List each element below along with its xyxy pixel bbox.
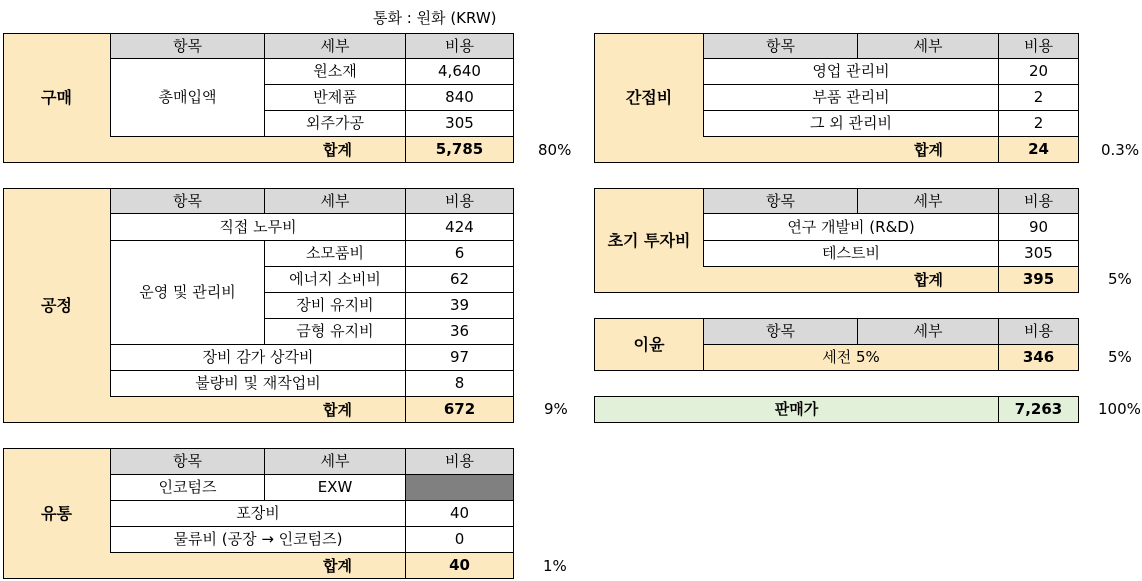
indirect-cost: 20 (998, 58, 1079, 85)
indirect-item: 영업 관리비 (703, 58, 999, 85)
profit-label: 이윤 (633, 334, 665, 354)
ops-group-label: 운영 및 관리비 (110, 240, 265, 345)
header-cost: 비용 (405, 33, 514, 59)
process-label: 공정 (41, 295, 72, 315)
header-cost: 비용 (405, 448, 514, 475)
profit-percent: 5% (1108, 348, 1132, 366)
initial-investment-total: 395 (998, 266, 1079, 293)
profit-cost: 346 (998, 344, 1079, 371)
ops-detail: 금형 유지비 (264, 318, 406, 345)
header-cost: 비용 (998, 318, 1079, 345)
indirect-total: 24 (998, 136, 1079, 163)
distribution-total-label: 합계 (323, 556, 352, 575)
header-cost: 비용 (405, 188, 514, 214)
defect-cost: 8 (405, 370, 514, 397)
header-item: 항목 (110, 448, 265, 475)
purchase-detail: 외주가공 (264, 110, 406, 137)
indirect-item: 그 외 관리비 (703, 110, 999, 137)
header-item: 항목 (703, 33, 858, 59)
initial-investment-label: 초기 투자비 (607, 230, 691, 250)
initial-investment-percent: 5% (1108, 270, 1132, 288)
logistics-item: 물류비 (공장 → 인코텀즈) (110, 526, 406, 553)
sale-price-value: 7,263 (998, 396, 1079, 423)
purchase-detail: 원소재 (264, 58, 406, 85)
sale-price-percent: 100% (1098, 400, 1141, 418)
test-cost: 305 (998, 240, 1079, 267)
ops-cost: 6 (405, 240, 514, 267)
header-item: 항목 (110, 33, 265, 59)
ops-detail: 에너지 소비비 (264, 266, 406, 293)
header-detail: 세부 (857, 188, 999, 214)
header-detail: 세부 (857, 33, 999, 59)
ops-detail: 장비 유지비 (264, 292, 406, 319)
purchase-cost: 4,640 (405, 58, 514, 85)
purchase-cost: 840 (405, 84, 514, 111)
ops-cost: 62 (405, 266, 514, 293)
initial-investment-total-label: 합계 (914, 270, 943, 289)
distribution-label: 유통 (41, 503, 72, 523)
incoterms-detail: EXW (264, 474, 406, 501)
purchase-total-label: 합계 (323, 140, 352, 159)
distribution-total: 40 (405, 552, 514, 579)
indirect-cost: 2 (998, 110, 1079, 137)
depreciation-item: 장비 감가 상각비 (110, 344, 406, 371)
ops-detail: 소모품비 (264, 240, 406, 267)
indirect-cost: 2 (998, 84, 1079, 111)
header-item: 항목 (110, 188, 265, 214)
purchase-cost: 305 (405, 110, 514, 137)
distribution-percent: 1% (543, 557, 567, 575)
purchase-detail: 반제품 (264, 84, 406, 111)
sale-price-label: 판매가 (594, 396, 999, 423)
profit-item: 세전 5% (703, 344, 999, 371)
purchase-total: 5,785 (405, 136, 514, 163)
process-percent: 9% (544, 400, 568, 418)
header-cost: 비용 (998, 188, 1079, 214)
header-detail: 세부 (857, 318, 999, 345)
header-detail: 세부 (264, 188, 406, 214)
purchase-percent: 80% (538, 141, 572, 159)
process-total: 672 (405, 396, 514, 423)
process-total-label: 합계 (323, 400, 352, 419)
indirect-total-label: 합계 (914, 140, 943, 159)
header-detail: 세부 (264, 448, 406, 475)
ops-cost: 39 (405, 292, 514, 319)
ops-cost: 36 (405, 318, 514, 345)
defect-item: 불량비 및 재작업비 (110, 370, 406, 397)
incoterms-cost (405, 474, 514, 501)
rnd-cost: 90 (998, 213, 1079, 241)
header-detail: 세부 (264, 33, 406, 59)
purchase-label: 구매 (41, 88, 72, 107)
header-item: 항목 (703, 318, 858, 345)
indirect-percent: 0.3% (1101, 141, 1140, 159)
rnd-item: 연구 개발비 (R&D) (703, 213, 999, 241)
purchase-item: 총매입액 (110, 58, 265, 137)
incoterms-item: 인코텀즈 (110, 474, 265, 501)
indirect-item: 부품 관리비 (703, 84, 999, 111)
header-cost: 비용 (998, 33, 1079, 59)
header-item: 항목 (703, 188, 858, 214)
packaging-item: 포장비 (110, 500, 406, 527)
packaging-cost: 40 (405, 500, 514, 527)
logistics-cost: 0 (405, 526, 514, 553)
currency-note: 통화 : 원화 (KRW) (373, 9, 497, 27)
direct-labor-cost: 424 (405, 213, 514, 241)
indirect-label: 간접비 (625, 88, 673, 107)
depreciation-cost: 97 (405, 344, 514, 371)
test-item: 테스트비 (703, 240, 999, 267)
direct-labor-item: 직접 노무비 (110, 213, 406, 241)
